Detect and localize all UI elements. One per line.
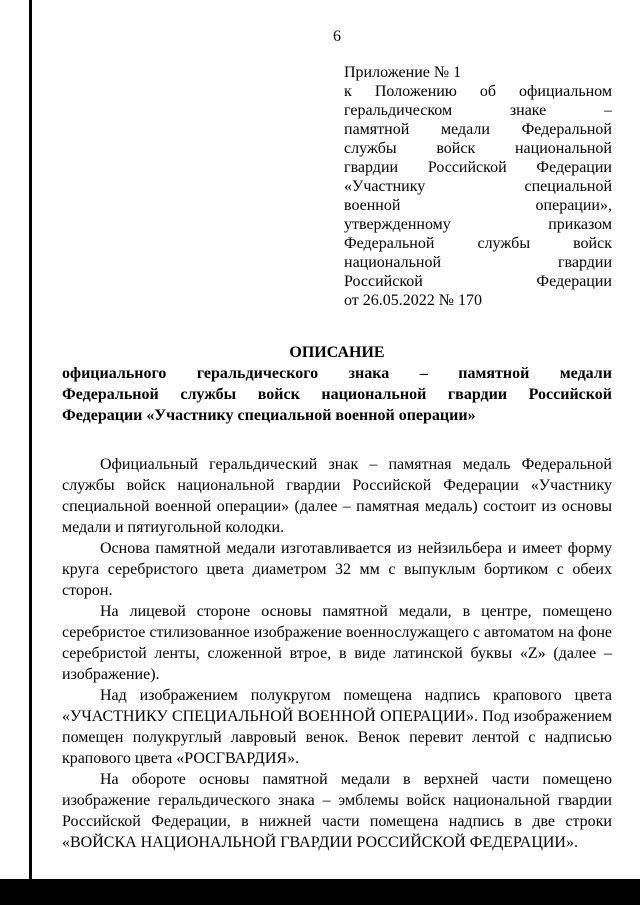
document-subtitle [62,363,612,426]
body-paragraph: Официальный геральдический знак – памятная медаль Федеральной службы войск национальной гвардии Российской Федерации «Участнику специальной военной операции» (далее – памятная медаль) состоит из основы медали и пятиугольной колодки. [62,456,612,536]
body-paragraph: Основа памятной медали изготавливается из нейзильбера и имеет форму круга серебристого цвета диаметром 32 мм с выпуклым бортиком с обеих сторон. [62,540,612,599]
page-content [62,0,612,853]
body-paragraph: На лицевой стороне основы памятной медали, в центре, помещено серебристое стилизованное изображение военнослужащего с автоматом на фоне серебристой ленты, сложенной втрое, в виде латинской буквы «Z» (далее – изображение). [62,603,612,683]
annex-line: геральдическом знаке – [344,102,612,119]
page-number: 6 [333,28,341,45]
annex-line: утвержденному приказом [344,216,612,233]
annex-line: службы войск национальной [344,140,612,157]
annex-line: к Положению об официальном [344,83,612,100]
document-title: ОПИСАНИЕ [289,344,385,361]
annex-line: от 26.05.2022 № 170 [344,292,483,309]
subtitle-line: официального геральдического знака – памятной медали [62,365,612,382]
annex-line: гвардии Российской Федерации [344,159,612,176]
annex-line: Российской Федерации [344,273,612,290]
document-body [62,454,612,853]
body-paragraph: Над изображением полукругом помещена надпись крапового цвета «УЧАСТНИКУ СПЕЦИАЛЬНОЙ ВОЕННОЙ ОПЕРАЦИИ». Под изображением помещен полукруглый лавровый венок. Венок перевит лентой с надписью крапового цвета «РОСГВАРДИЯ». [62,687,612,767]
annex-block [344,63,612,310]
annex-line: «Участнику специальной [344,178,612,195]
left-border-rule [29,0,32,879]
bottom-border-rule [0,879,640,905]
annex-line: Федеральной службы войск [344,235,612,252]
annex-line: военной операции», [344,197,612,214]
subtitle-line: Федерации «Участнику специальной военной операции» [62,407,476,424]
annex-line: памятной медали Федеральной [344,121,612,138]
body-paragraph: На обороте основы памятной медали в верхней части помещено изображение геральдического знака – эмблемы войск национальной гвардии Российской Федерации, в нижней части помещена надпись в две строки «ВОЙСКА НАЦИОНАЛЬНОЙ ГВАРДИИ РОССИЙСКОЙ ФЕДЕРАЦИИ». [62,771,612,851]
subtitle-line: Федеральной службы войск национальной гвардии Российской [62,386,612,403]
annex-line: национальной гвардии [344,254,612,271]
annex-line: Приложение № 1 [344,64,462,81]
